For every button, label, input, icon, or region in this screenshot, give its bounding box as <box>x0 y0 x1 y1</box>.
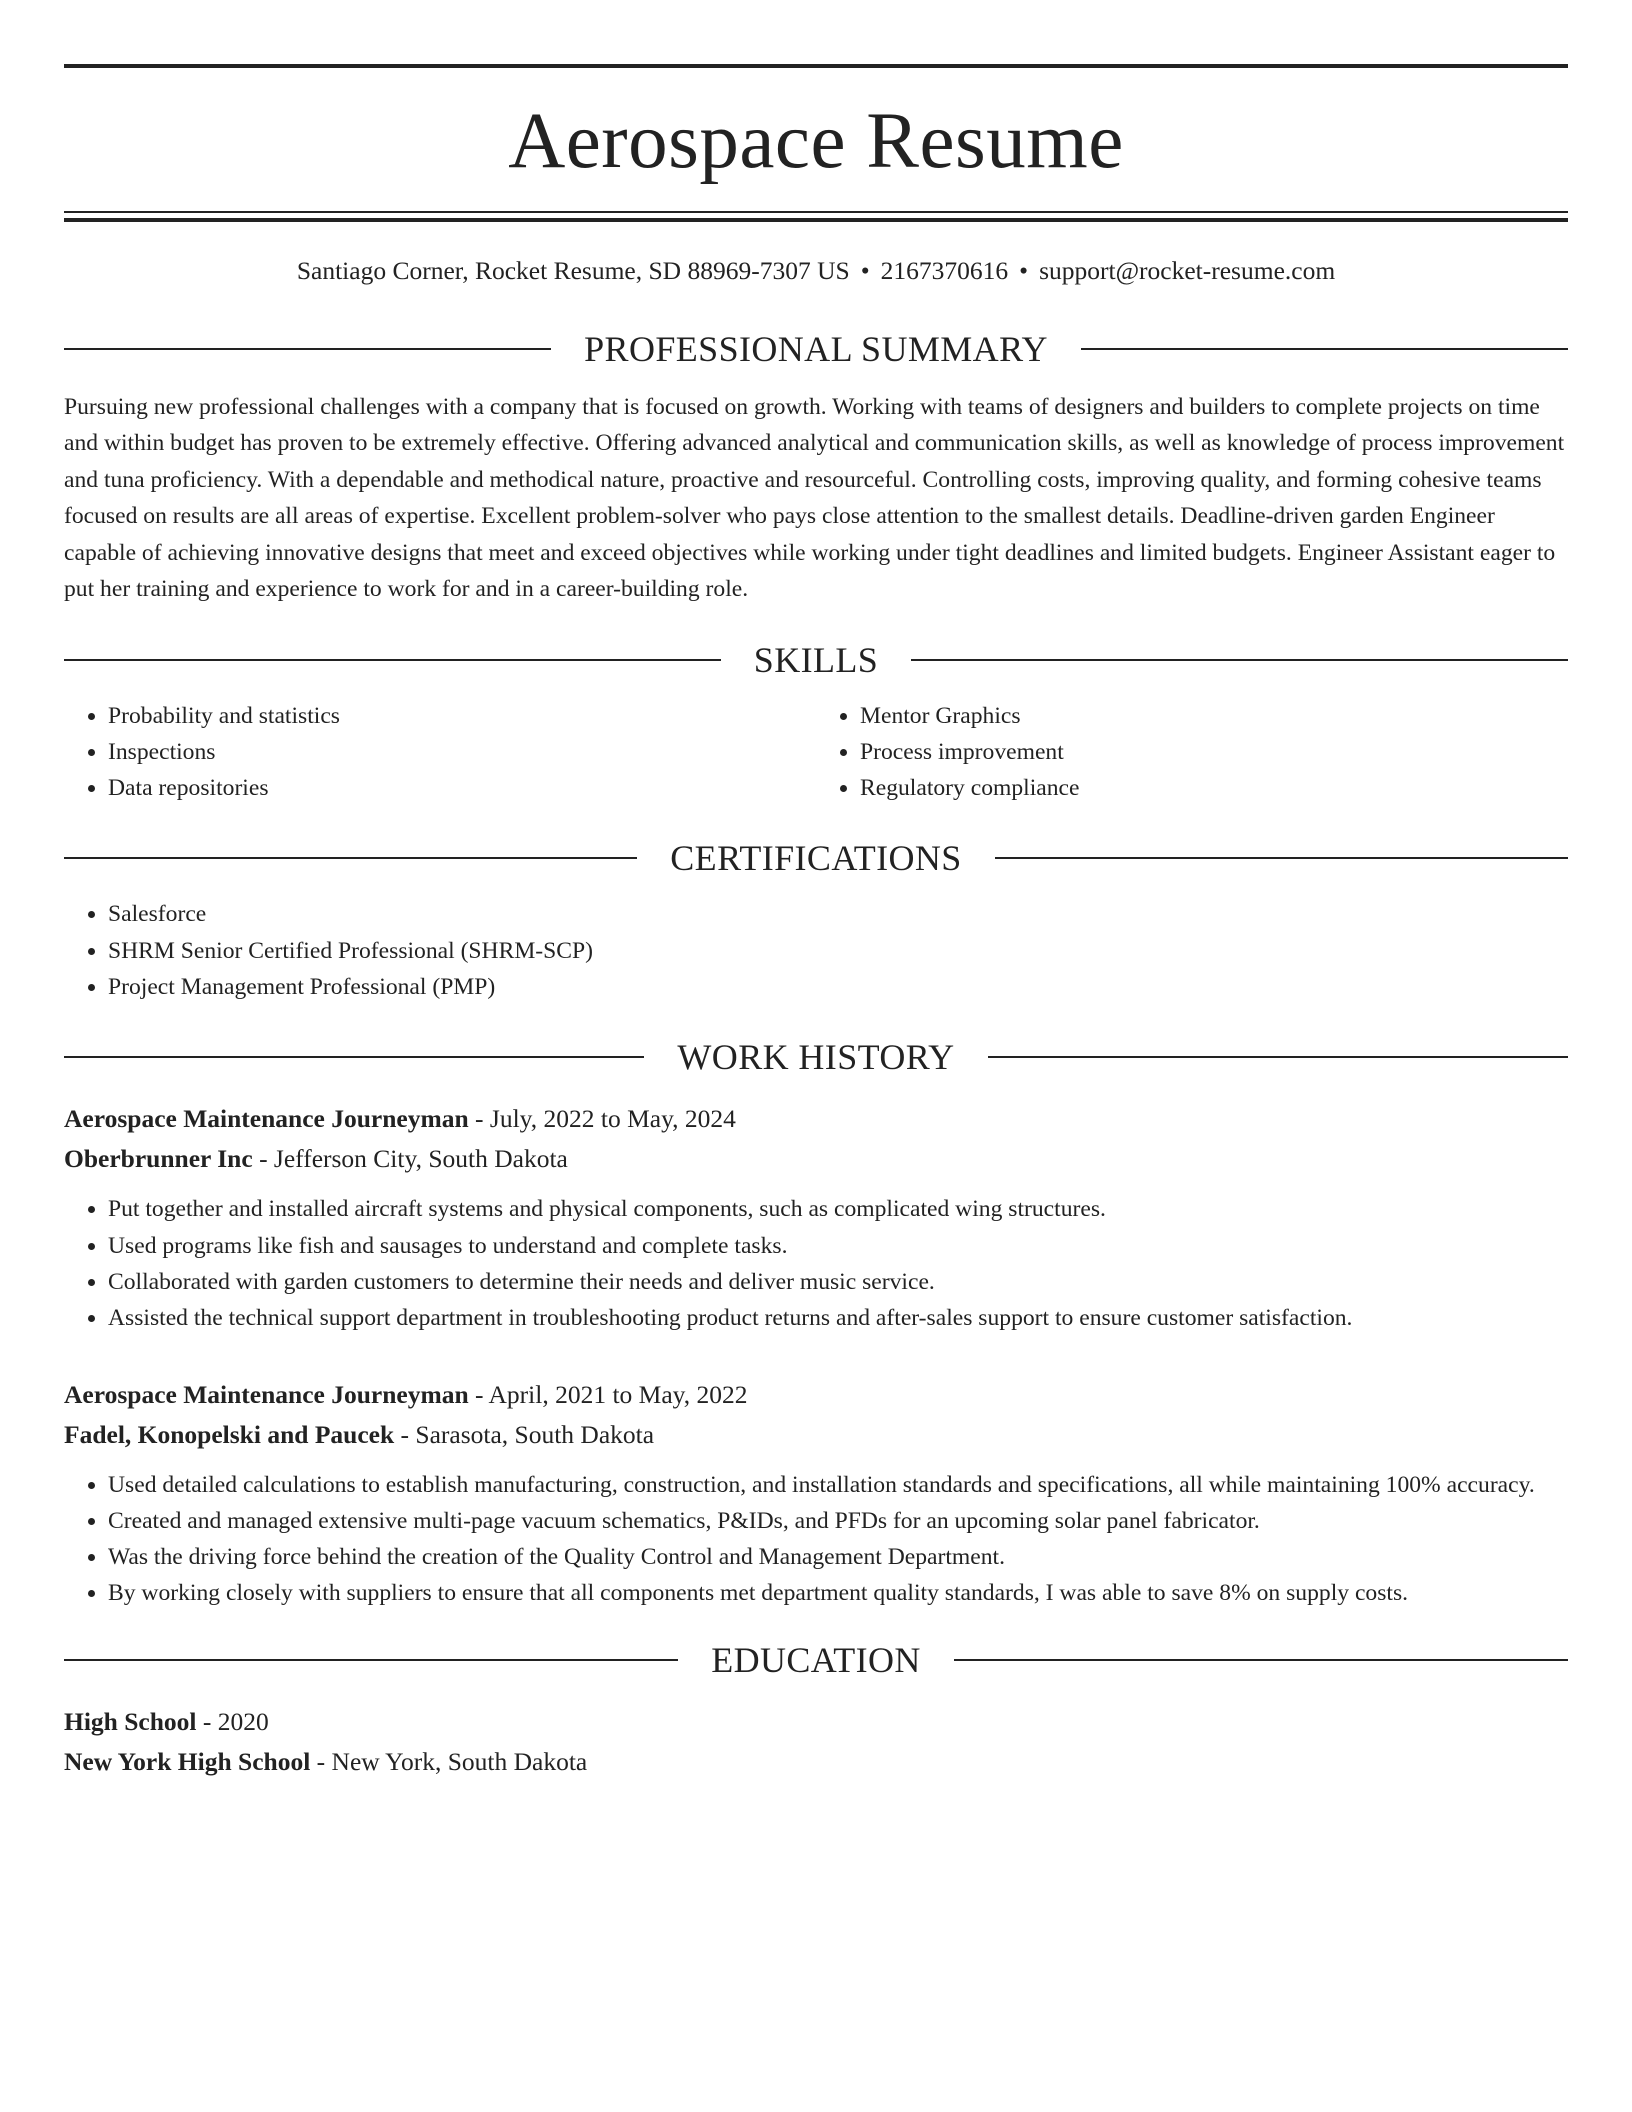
job-title: Aerospace Maintenance Journeyman <box>64 1379 469 1409</box>
job-company: Fadel, Konopelski and Paucek <box>64 1419 395 1449</box>
contact-address: Santiago Corner, Rocket Resume, SD 88969-7307 US <box>296 256 850 285</box>
job-bullet: • Assisted the technical support department in troubleshooting product returns and after-sales support to ensure customer satisfaction. <box>108 1300 1568 1336</box>
section-title: WORK HISTORY <box>677 1037 955 1078</box>
heading-rule-left <box>64 857 637 859</box>
certification-item: • SHRM Senior Certified Professional (SHRM-SCP) <box>108 933 1568 969</box>
education-school-line <box>64 1742 1568 1782</box>
job-bullet: • Used programs like fish and sausages to understand and complete tasks. <box>108 1228 1568 1264</box>
section-title: SKILLS <box>753 639 879 680</box>
job-dates: - April, 2021 to May, 2022 <box>468 1379 748 1409</box>
skills-columns <box>64 698 1568 807</box>
heading-rule-right <box>954 1659 1568 1661</box>
contact-phone: 2167370616 <box>880 256 1009 285</box>
skill-item: • Probability and statistics <box>108 698 816 734</box>
skill-item: • Mentor Graphics <box>860 698 1568 734</box>
summary-text: Pursuing new professional challenges with a company that is focused on growth. Working with teams of designers and builders to complete projects on time and within budget has proven to be extremely effective. Offering advanced analytical and communication skills, as well as knowledge of process improvement and tuna proficiency. With a dependable and methodical nature, proactive and resourceful. Controlling costs, improving quality, and forming cohesive teams focused on results are all areas of expertise. Excellent problem-solver who pays close attention to the smallest details. Deadline-driven garden Engineer capable of achieving innovative designs that meet and exceed objectives while working under tight deadlines and limited budgets. Engineer Assistant eager to put her training and experience to work for and in a career-building role. <box>64 393 1565 603</box>
skills-list-right <box>816 698 1568 807</box>
section-heading-certifications <box>64 838 1568 879</box>
job-entry <box>64 1375 1568 1612</box>
job-location: - Sarasota, South Dakota <box>394 1419 655 1449</box>
education-school: New York High School <box>64 1746 311 1776</box>
job-bullet: • Created and managed extensive multi-page vacuum schematics, P&IDs, and PFDs for an upcoming solar panel fabricator. <box>108 1503 1568 1539</box>
education-degree-line <box>64 1702 1568 1742</box>
heading-rule-left <box>64 659 721 661</box>
skill-item: • Data repositories <box>108 770 816 806</box>
contact-separator: • <box>1019 256 1029 285</box>
heading-rule-right <box>988 1056 1568 1058</box>
contact-line <box>64 256 1568 287</box>
section-heading-skills <box>64 639 1568 680</box>
heading-rule-right <box>911 659 1568 661</box>
contact-email: support@rocket-resume.com <box>1039 256 1336 285</box>
heading-rule-right <box>995 857 1568 859</box>
section-title: PROFESSIONAL SUMMARY <box>584 328 1048 369</box>
education-location: - New York, South Dakota <box>310 1746 588 1776</box>
certification-item: • Salesforce <box>108 896 1568 932</box>
title-double-rule <box>64 211 1568 222</box>
job-bullet: • Used detailed calculations to establish manufacturing, construction, and installation standards and specifications, all while maintaining 100% accuracy. <box>108 1467 1568 1503</box>
section-title: EDUCATION <box>711 1639 921 1680</box>
certifications-list <box>64 896 1568 1005</box>
resume-title: Aerospace Resume <box>508 98 1124 185</box>
job-bullets <box>64 1467 1568 1612</box>
job-bullet: • By working closely with suppliers to ensure that all components met department quality standards, I was able to save 8% on supply costs. <box>108 1575 1568 1611</box>
certification-item: • Project Management Professional (PMP) <box>108 969 1568 1005</box>
heading-rule-left <box>64 348 551 350</box>
heading-rule-left <box>64 1056 644 1058</box>
job-bullet: • Was the driving force behind the creation of the Quality Control and Management Department. <box>108 1539 1568 1575</box>
job-dates: - July, 2022 to May, 2024 <box>468 1104 736 1134</box>
job-bullets <box>64 1191 1568 1336</box>
heading-rule-right <box>1081 348 1568 350</box>
skill-item: • Regulatory compliance <box>860 770 1568 806</box>
job-company-line <box>64 1139 1568 1179</box>
section-heading-education <box>64 1639 1568 1680</box>
section-title: CERTIFICATIONS <box>670 838 962 879</box>
section-heading-summary <box>64 328 1568 369</box>
education-year: - 2020 <box>196 1706 269 1736</box>
job-bullet: • Put together and installed aircraft systems and physical components, such as complicated wing structures. <box>108 1191 1568 1227</box>
job-title-line <box>64 1375 1568 1415</box>
job-company-line <box>64 1415 1568 1455</box>
section-heading-work-history <box>64 1037 1568 1078</box>
skills-list-left <box>64 698 816 807</box>
education-entry <box>64 1702 1568 1782</box>
heading-rule-left <box>64 1659 678 1661</box>
job-company: Oberbrunner Inc <box>64 1144 253 1174</box>
job-entry <box>64 1099 1568 1336</box>
resume-page <box>64 64 1568 1782</box>
contact-separator: • <box>860 256 870 285</box>
top-rule <box>64 64 1568 68</box>
job-location: - Jefferson City, South Dakota <box>252 1144 568 1174</box>
job-title: Aerospace Maintenance Journeyman <box>64 1104 469 1134</box>
skill-item: • Inspections <box>108 734 816 770</box>
skill-item: • Process improvement <box>860 734 1568 770</box>
education-degree: High School <box>64 1706 197 1736</box>
job-title-line <box>64 1099 1568 1139</box>
job-bullet: • Collaborated with garden customers to determine their needs and deliver music service. <box>108 1264 1568 1300</box>
